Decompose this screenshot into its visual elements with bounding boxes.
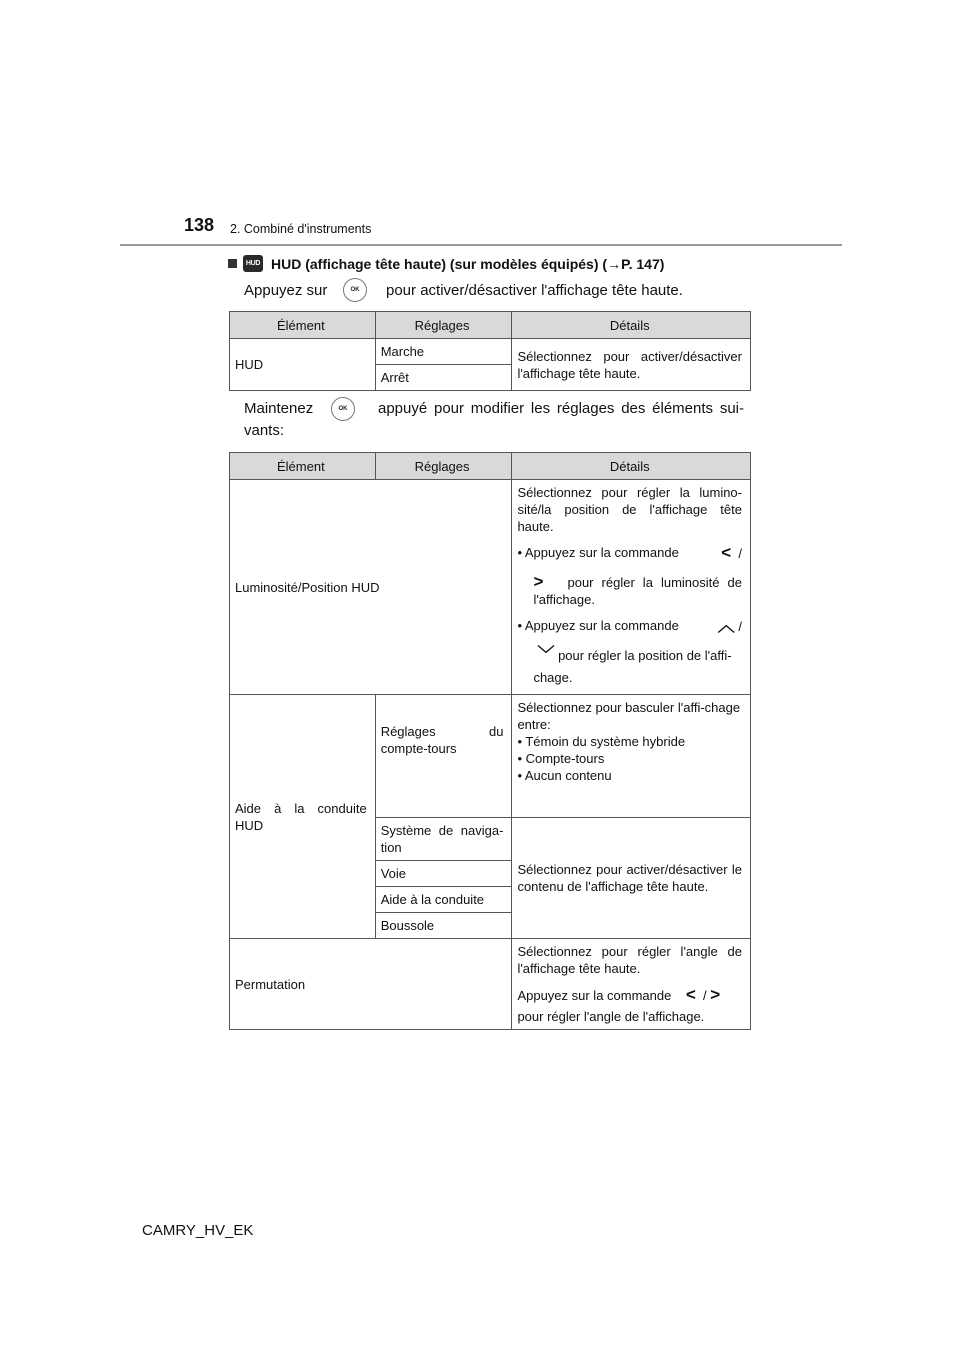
bullet-text: • Appuyez sur la commande [517,618,679,633]
section-ref: P. 147) [621,255,665,272]
cell-element: Luminosité/Position HUD [230,480,512,695]
header-element: Élément [230,453,376,480]
details-intro: Sélectionnez pour basculer l'affi-chage entre: [517,700,741,732]
header-divider [120,244,842,246]
chevron-right-icon: > [533,572,544,591]
cell-details: Sélectionnez pour activer/désactiver l'affichage tête haute. [512,339,751,391]
page-number: 138 [184,215,215,235]
bullet-continuation [517,573,742,608]
cell-element: HUD [230,339,376,391]
table-row [230,939,751,1030]
details-intro: Sélectionnez pour régler l'angle de l'affichage tête haute. [517,944,742,976]
separator: / [738,546,742,561]
cell-setting: Système de naviga-tion [375,818,512,861]
list-item: • Aucun contenu [517,768,612,783]
para2-line2: vants: [244,422,285,439]
chevron-down-icon: ﹀ [537,645,555,664]
bullet-text: pour régler la luminosité de l'affichage. [533,575,742,607]
header-settings: Réglages [375,453,512,480]
hud-icon: HUD [243,255,263,272]
cell-element: Permutation [230,939,512,1030]
bullet-text: pour régler la position de l'affi- [558,648,732,663]
cell-details [512,480,751,695]
cell-setting: Aide à la conduite [375,887,512,913]
table-header-row [230,312,751,339]
bullet-line [517,544,742,562]
header-element: Élément [230,312,376,339]
command-text: Appuyez sur la commande [517,988,672,1003]
para1-after: pour activer/désactiver l'affichage tête haute. [386,282,683,299]
command-end: pour régler l'angle de l'affichage. [517,1009,705,1024]
header-details: Détails [512,453,751,480]
cell-setting: Marche [375,339,512,365]
table-row [230,339,751,365]
cell-setting: Réglages du compte-tours [375,695,512,818]
cell-element: Aide à la conduite HUD [230,695,376,939]
para-toggle [244,280,327,302]
table-row [230,480,751,695]
cell-setting: Arrêt [375,365,512,391]
para2-before: Maintenez [244,400,314,417]
chevron-right-icon: > [710,985,721,1004]
bullet-line [517,617,742,635]
para2-after: appuyé pour modifier les réglages des éléments sui- [378,400,744,417]
cell-setting: Voie [375,861,512,887]
chevron-left-icon: < [685,985,696,1004]
para1-before: Appuyez sur [244,282,328,299]
arrow-icon: → [607,255,622,272]
table-hud-toggle [229,311,751,391]
ok-button-icon: OK [331,397,355,421]
cell-details [512,939,751,1030]
table-header-row [230,453,751,480]
list-item: • Compte-tours [517,751,605,766]
header-details: Détails [512,312,751,339]
table-hud-settings [229,452,751,1030]
ok-button-icon: OK [343,278,367,302]
model-code: CAMRY_HV_EK [142,1222,254,1239]
cell-details [512,695,751,818]
separator: / [738,619,742,634]
chevron-left-icon: < [721,543,732,562]
bullet-tail: chage. [533,670,573,685]
cell-setting: Boussole [375,913,512,939]
bullet-text: • Appuyez sur la commande [517,545,679,560]
table-row [230,695,751,818]
chevron-up-icon: ︿ [717,616,735,635]
list-item: • Témoin du système hybride [517,734,686,749]
section-title: HUD (affichage tête haute) (sur modèles équipés) ( [271,255,608,272]
cell-details: Sélectionnez pour activer/désactiver le contenu de l'affichage tête haute. [512,818,751,939]
header-settings: Réglages [375,312,512,339]
bullet-continuation [517,646,742,664]
details-intro: Sélectionnez pour régler la lumino-sité/la position de l'affichage tête haute. [517,485,742,534]
separator: / [702,988,707,1003]
section-heading [228,255,664,272]
command-line [517,986,742,1004]
square-bullet-icon [228,259,237,268]
chapter-title: 2. Combiné d'instruments [230,222,372,236]
